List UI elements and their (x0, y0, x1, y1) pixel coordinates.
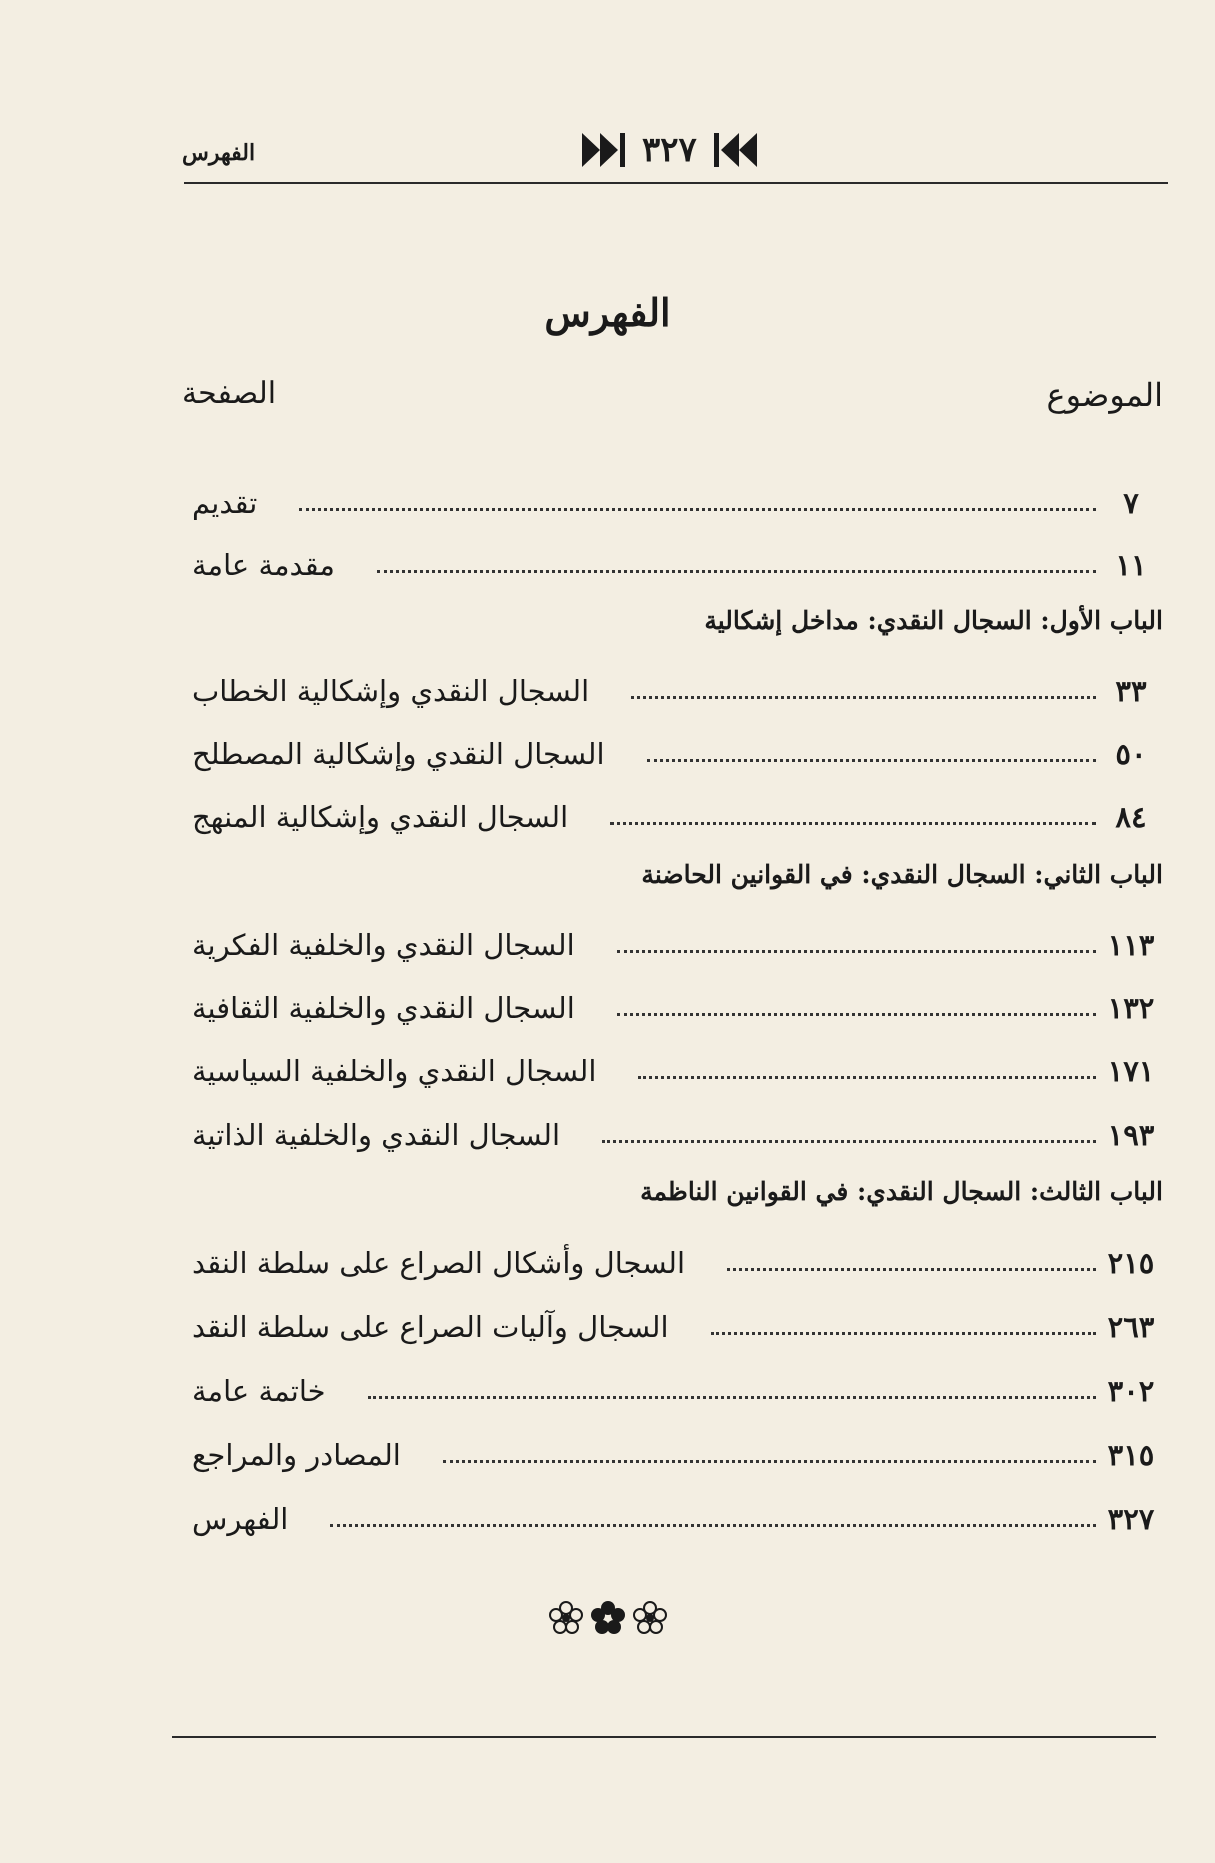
toc-entry-page: ١١ (1115, 548, 1147, 582)
floral-ornament-icon (590, 1600, 626, 1636)
toc-entry-topic: السجال النقدي والخلفية السياسية (192, 1054, 597, 1088)
section-heading: الباب الثاني: السجال النقدي: في القوانين الحاضنة (641, 860, 1163, 889)
toc-entry (184, 1300, 1166, 1344)
dot-leader (368, 1396, 1096, 1399)
dot-leader (617, 950, 1096, 953)
section-heading: الباب الثالث: السجال النقدي: في القوانين الناظمة (640, 1177, 1163, 1206)
toc-entry-topic: تقديم (192, 486, 258, 520)
toc-entry-topic: السجال النقدي وإشكالية الخطاب (192, 674, 590, 708)
toc-entry (184, 476, 1166, 520)
toc-entry-page: ٨٤ (1115, 800, 1147, 834)
toc-entry (184, 790, 1166, 834)
dot-leader (711, 1332, 1096, 1335)
toc-entry (184, 1364, 1166, 1408)
toc-entry-topic: السجال النقدي وإشكالية المنهج (192, 800, 569, 834)
floral-ornament-icon (632, 1600, 668, 1636)
fast-rewind-icon (711, 131, 759, 169)
toc-entry-page: ٣٣ (1115, 674, 1147, 708)
toc-entry-topic: خاتمة عامة (192, 1374, 326, 1408)
footer-rule (172, 1736, 1156, 1738)
toc-entry-topic: السجال وآليات الصراع على سلطة النقد (192, 1310, 669, 1344)
dot-leader (647, 759, 1096, 762)
dot-leader (602, 1140, 1096, 1143)
dot-leader (443, 1460, 1096, 1463)
toc-entry-page: ٣١٥ (1107, 1438, 1155, 1472)
toc-title: الفهرس (544, 290, 671, 335)
dot-leader (727, 1268, 1096, 1271)
toc-entry-page: ٣٠٢ (1107, 1374, 1155, 1408)
toc-entry (184, 538, 1166, 582)
dot-leader (610, 822, 1096, 825)
dot-leader (299, 508, 1096, 511)
toc-entry (184, 1492, 1166, 1536)
toc-entry-page: ٧ (1123, 486, 1139, 520)
toc-entry-page: ١٣٢ (1107, 991, 1155, 1025)
page-number-group (580, 130, 759, 170)
dot-leader (631, 696, 1096, 699)
toc-entry-page: ٢١٥ (1107, 1246, 1155, 1280)
column-header-topic: الموضوع (1046, 376, 1163, 414)
toc-entry (184, 918, 1166, 962)
section-heading: الباب الأول: السجال النقدي: مداخل إشكالية (704, 606, 1163, 635)
toc-entry-page: ١١٣ (1107, 928, 1155, 962)
toc-entry-page: ٣٢٧ (1107, 1502, 1155, 1536)
toc-entry-topic: السجال النقدي والخلفية الذاتية (192, 1118, 561, 1152)
toc-entry-topic: مقدمة عامة (192, 548, 335, 582)
page-number: ٣٢٧ (642, 130, 697, 170)
floral-ornament (0, 1600, 1215, 1636)
toc-entry (184, 981, 1166, 1025)
toc-entry-page: ٥٠ (1115, 737, 1147, 771)
toc-entry-page: ١٩٣ (1107, 1118, 1155, 1152)
toc-entry-topic: السجال النقدي والخلفية الثقافية (192, 991, 575, 1025)
toc-entry (184, 664, 1166, 708)
toc-entry-topic: الفهرس (192, 1502, 289, 1536)
running-title: الفهرس (182, 140, 256, 166)
toc-entry-topic: المصادر والمراجع (192, 1438, 401, 1472)
toc-entry (184, 1428, 1166, 1472)
toc-entry-topic: السجال وأشكال الصراع على سلطة النقد (192, 1246, 686, 1280)
column-header-page: الصفحة (182, 376, 277, 411)
toc-entry (184, 1108, 1166, 1152)
toc-entry-topic: السجال النقدي والخلفية الفكرية (192, 928, 575, 962)
toc-entry-page: ١٧١ (1107, 1054, 1155, 1088)
toc-entry-page: ٢٦٣ (1107, 1310, 1155, 1344)
toc-entry (184, 727, 1166, 771)
toc-entry (184, 1044, 1166, 1088)
toc-entry-topic: السجال النقدي وإشكالية المصطلح (192, 737, 605, 771)
running-header (0, 0, 1215, 200)
header-rule (184, 182, 1168, 184)
toc-entry (184, 1236, 1166, 1280)
dot-leader (330, 1524, 1096, 1527)
dot-leader (638, 1076, 1096, 1079)
floral-ornament-icon (548, 1600, 584, 1636)
fast-forward-icon (580, 131, 628, 169)
dot-leader (617, 1013, 1096, 1016)
dot-leader (377, 570, 1096, 573)
